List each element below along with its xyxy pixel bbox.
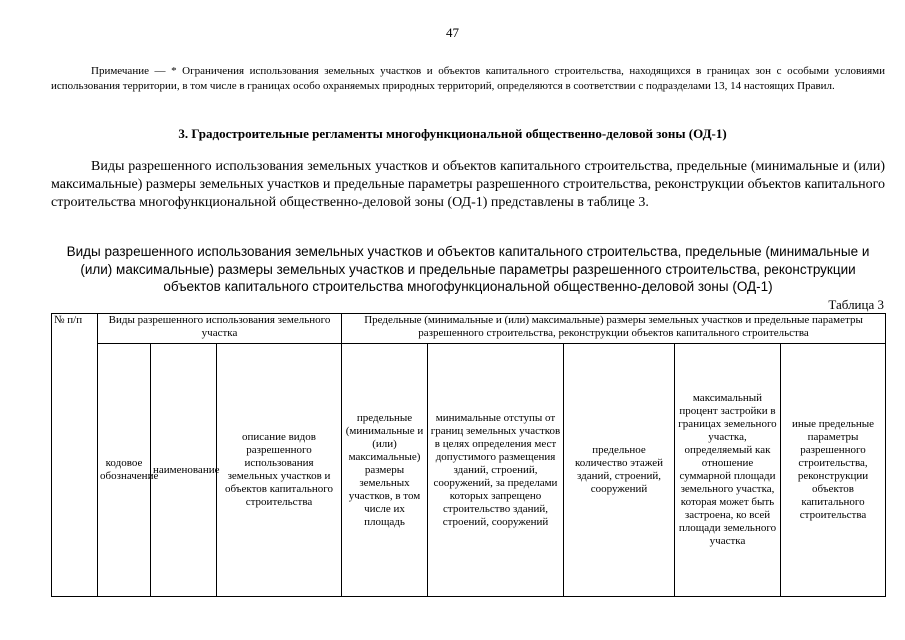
table-caption: Виды разрешенного использования земельных участков и объектов капитального строительства, предельные (минимальные и (или) максимальные) размеры земельных участков и предельные параметры разрешенного строительства, реконструкции объектов капитального строительства многофункциональной общественно-деловой зоны (ОД-1) — [66, 244, 870, 294]
header-parameters: Предельные (минимальные и (или) максимальные) размеры земельных участков и предельные параметры разрешенного строительства, реконструкции объектов капитального строительства — [342, 314, 886, 344]
header-code: кодовое обозначение — [98, 344, 151, 597]
header-number: № п/п — [52, 314, 98, 597]
header-floors: предельное количество этажей зданий, строений, сооружений — [564, 344, 675, 597]
header-other-params: иные предельные параметры разрешенного строительства, реконструкции объектов капитального строительства — [781, 344, 886, 597]
section-heading: 3. Градостроительные регламенты многофункциональной общественно-деловой зоны (ОД-1) — [178, 126, 727, 141]
table-label: Таблица 3 — [828, 297, 884, 312]
table-header-row-1 — [52, 314, 886, 344]
header-setbacks: минимальные отступы от границ земельных участков в целях определения мест допустимого размещения зданий, строений, сооружений, за пределами которых запрещено строительство зданий, строений, сооружений — [428, 344, 564, 597]
header-coverage: максимальный процент застройки в границах земельного участка, определяемый как отношение суммарной площади земельного участка, которая может быть застроена, ко всей площади земельного участка — [675, 344, 781, 597]
regulations-table — [51, 313, 886, 597]
header-plot-size: предельные (минимальные и (или) максимальные) размеры земельных участков, в том числе их площадь — [342, 344, 428, 597]
table-header-row-2 — [52, 344, 886, 597]
footnote-note: Примечание — * Ограничения использования земельных участков и объектов капитального строительства, находящихся в границах зон с особыми условиями использования территории, в том числе в границах особо охраняемых природных территорий, определяются в соответствии с подразделами 13, 14 настоящих Правил. — [51, 65, 885, 92]
header-name: наименование — [151, 344, 217, 597]
intro-paragraph: Виды разрешенного использования земельных участков и объектов капитального строительства, предельные (минимальные и (или) максимальные) размеры земельных участков и предельные параметры разрешенного строительства, реконструкции объектов капитального строительства многофункциональной общественно-деловой зоны (ОД-1) представлены в таблице 3. — [51, 159, 885, 210]
header-description: описание видов разрешенного использования земельных участков и объектов капитального строительства — [217, 344, 342, 597]
page-number: 47 — [446, 25, 459, 40]
header-use-types: Виды разрешенного использования земельного участка — [98, 314, 342, 344]
